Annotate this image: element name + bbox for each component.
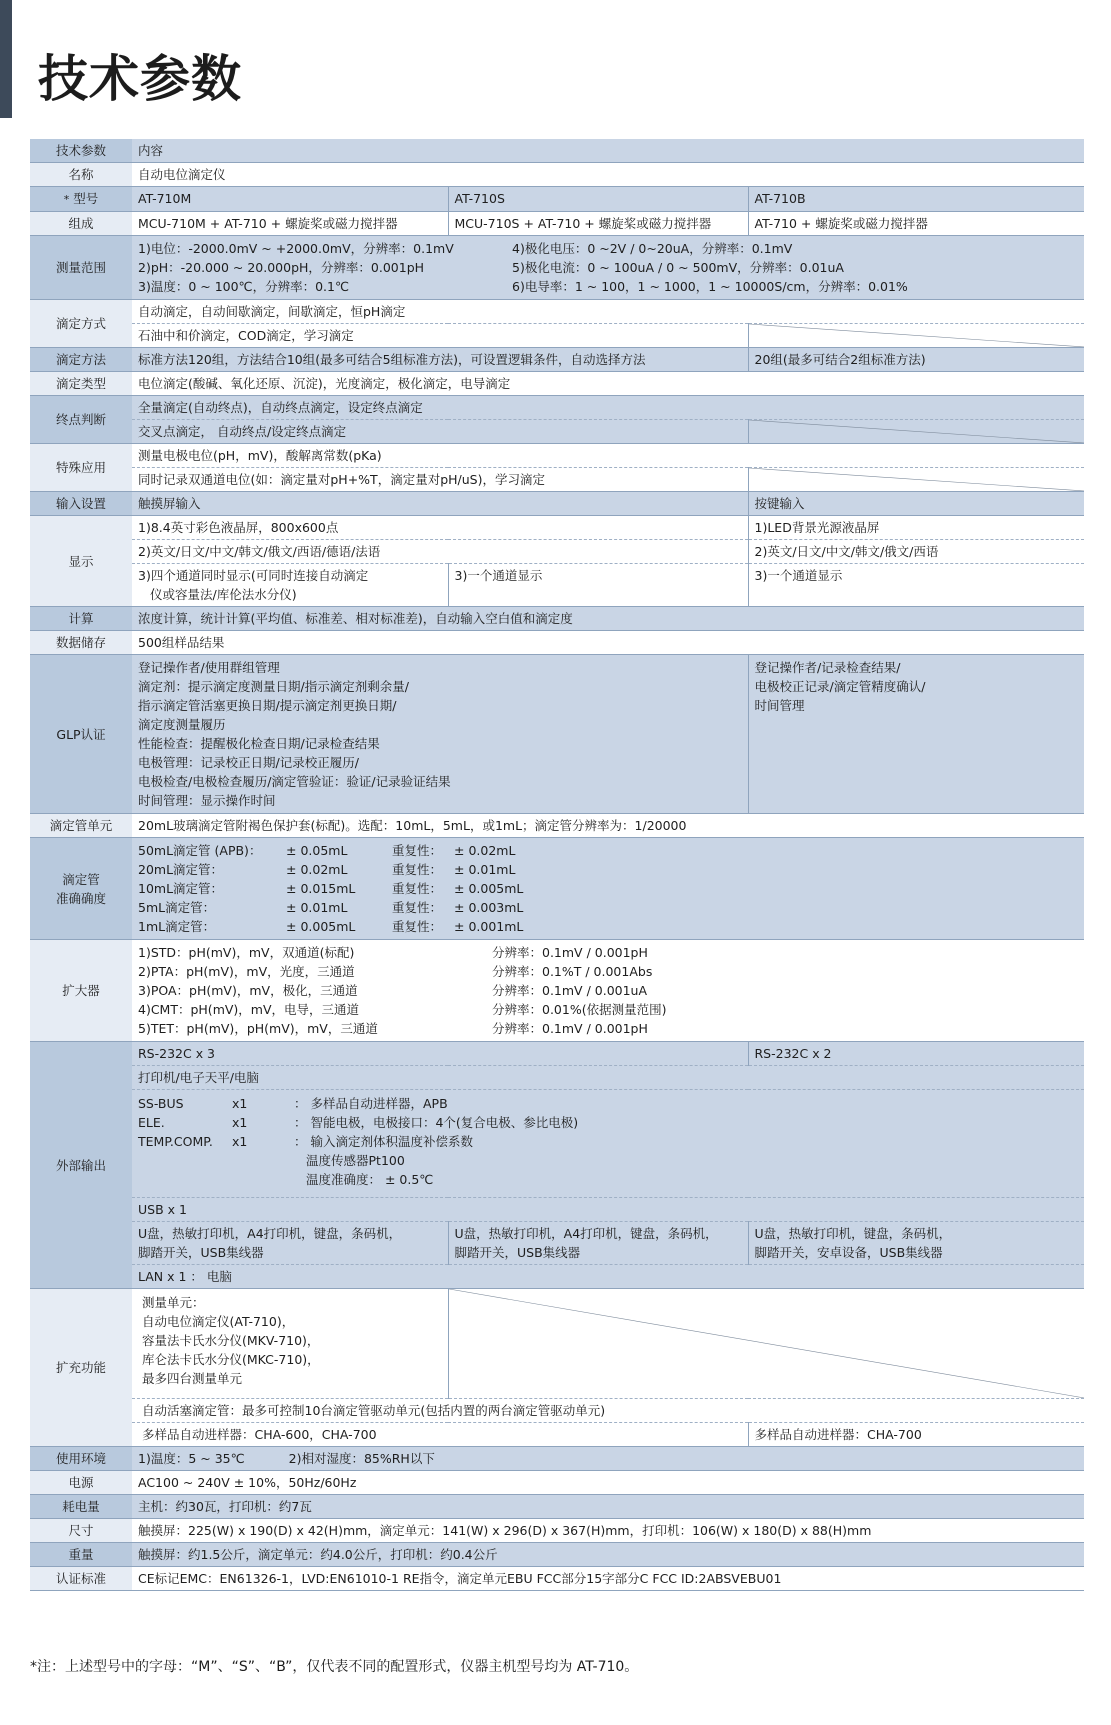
burette-accuracy-row bbox=[30, 838, 1084, 940]
burette-size: 50mL滴定管 (APB)： bbox=[138, 843, 262, 858]
glp-item: 性能检查：提醒极化检查日期/记录检查结果 bbox=[138, 736, 380, 751]
amplifier-label: 扩大器 bbox=[30, 940, 132, 1042]
burette-rep: ± 0.001mL bbox=[454, 919, 524, 934]
amplifier-res: 分辨率：0.01%(依据测量范围) bbox=[492, 1002, 667, 1017]
display-r3-b: 3)一个通道显示 bbox=[748, 564, 1084, 607]
header-row bbox=[30, 139, 1084, 163]
titration-method-row bbox=[30, 348, 1084, 372]
amplifier-content bbox=[132, 940, 1084, 1042]
titration-type-row bbox=[30, 372, 1084, 396]
amplifier-row bbox=[30, 940, 1084, 1042]
titration-type-value: 电位滴定(酸碱、氧化还原、沉淀)，光度滴定，极化滴定，电导滴定 bbox=[132, 372, 1084, 396]
burette-rep: ± 0.02mL bbox=[454, 843, 516, 858]
page-title: 技术参数 bbox=[38, 50, 242, 108]
burette-rep: ± 0.003mL bbox=[454, 900, 524, 915]
titration-mode-line2: 石油中和价滴定，COD滴定，学习滴定 bbox=[132, 324, 748, 348]
burette-size: 5mL滴定管： bbox=[138, 900, 216, 915]
burette-unit-label: 滴定管单元 bbox=[30, 814, 132, 838]
display-r1-ms: 1)8.4英寸彩色液晶屏，800x600点 bbox=[132, 516, 748, 540]
burette-accuracy-label bbox=[30, 838, 132, 940]
input-label: 输入设置 bbox=[30, 492, 132, 516]
burette-accuracy: ± 0.05mL bbox=[286, 843, 348, 858]
external-usb-s bbox=[448, 1222, 748, 1265]
external-row-rs bbox=[30, 1042, 1084, 1066]
special-row-2 bbox=[30, 468, 1084, 492]
port-desc: ： 多样品自动进样器，APB bbox=[294, 1096, 448, 1111]
display-r2-ms: 2)英文/日文/中文/韩文/俄文/西语/德语/法语 bbox=[132, 540, 748, 564]
special-label: 特殊应用 bbox=[30, 444, 132, 492]
burette-rep-label: 重复性： bbox=[392, 881, 443, 896]
port-qty: x1 bbox=[232, 1115, 248, 1130]
display-r3-s: 3)一个通道显示 bbox=[448, 564, 748, 607]
dimensions-row bbox=[30, 1519, 1084, 1543]
display-r3-m-line1: 3)四个通道同时显示(可同时连接自动滴定 bbox=[138, 568, 369, 583]
title-accent-bar bbox=[0, 0, 12, 118]
port-desc: 温度传感器Pt100 bbox=[306, 1153, 405, 1168]
display-r3-m bbox=[132, 564, 448, 607]
special-row bbox=[30, 444, 1084, 468]
amplifier-res: 分辨率：0.1%T / 0.001Abs bbox=[492, 964, 653, 979]
display-label: 显示 bbox=[30, 516, 132, 607]
external-usb-b bbox=[748, 1222, 1084, 1265]
glp-item: 登记操作者/使用群组管理 bbox=[138, 660, 280, 675]
glp-item: 电极检查/电极检查履历/滴定管验证：验证/记录验证结果 bbox=[138, 774, 451, 789]
certification-label: 认证标准 bbox=[30, 1567, 132, 1591]
endpoint-row-2 bbox=[30, 420, 1084, 444]
range-content bbox=[132, 236, 1084, 300]
model-s: AT-710S bbox=[448, 187, 748, 212]
titration-method-ms: 标准方法120组，方法结合10组(最多可结合5组标准方法)，可设置逻辑条件，自动选择方法 bbox=[132, 348, 748, 372]
glp-item: 电极校正记录/滴定管精度确认/ bbox=[754, 679, 926, 694]
burette-size: 1mL滴定管： bbox=[138, 919, 216, 934]
burette-accuracy: ± 0.005mL bbox=[286, 919, 356, 934]
glp-item: 时间管理：显示操作时间 bbox=[138, 793, 276, 808]
environment-humidity: 2)相对湿度：85%RH以下 bbox=[288, 1451, 435, 1466]
amplifier-name: 4)CMT：pH(mV)，mV，电导，三通道 bbox=[138, 1002, 360, 1017]
input-b: 按键输入 bbox=[748, 492, 1084, 516]
burette-accuracy-label-2: 准确确度 bbox=[55, 890, 106, 906]
port-name: TEMP.COMP. bbox=[138, 1134, 213, 1149]
usb-device-line: 脚踏开关，USB集线器 bbox=[138, 1245, 264, 1260]
port-name: ELE. bbox=[138, 1115, 165, 1130]
burette-rep: ± 0.005mL bbox=[454, 881, 524, 896]
spec-table bbox=[30, 139, 1084, 1591]
model-m: AT-710M bbox=[132, 187, 448, 212]
not-applicable-cell bbox=[748, 324, 1084, 348]
port-qty: x1 bbox=[232, 1134, 248, 1149]
glp-item: 滴定度测量履历 bbox=[138, 717, 226, 732]
expansion-label: 扩充功能 bbox=[30, 1289, 132, 1447]
storage-label: 数据储存 bbox=[30, 631, 132, 655]
display-row-2 bbox=[30, 540, 1084, 564]
not-applicable-cell bbox=[448, 1289, 1084, 1399]
burette-size: 10mL滴定管： bbox=[138, 881, 224, 896]
titration-method-b: 20组(最多可结合2组标准方法) bbox=[748, 348, 1084, 372]
glp-item: 电极管理：记录校正日期/记录校正履历/ bbox=[138, 755, 359, 770]
external-usb: USB x 1 bbox=[132, 1198, 1084, 1222]
endpoint-line2: 交叉点滴定， 自动终点/设定终点滴定 bbox=[132, 420, 748, 444]
composition-row bbox=[30, 212, 1084, 236]
expansion-sampler-b: 多样品自动进样器：CHA-700 bbox=[748, 1423, 1084, 1447]
certification-value: CE标记EMC：EN61326-1，LVD:EN61010-1 RE指令，滴定单元EBU FCC部分15字部分C FCC ID:2ABSVEBU01 bbox=[132, 1567, 1084, 1591]
usb-device-line: U盘，热敏打印机，A4打印机，键盘，条码机， bbox=[138, 1226, 402, 1241]
amplifier-name: 2)PTA：pH(mV)，mV，光度，三通道 bbox=[138, 964, 355, 979]
external-label: 外部输出 bbox=[30, 1042, 132, 1289]
power-value: AC100 ~ 240V ± 10%，50Hz/60Hz bbox=[132, 1471, 1084, 1495]
glp-item: 登记操作者/记录检查结果/ bbox=[754, 660, 901, 675]
burette-rep-label: 重复性： bbox=[392, 843, 443, 858]
range-label: 测量范围 bbox=[30, 236, 132, 300]
composition-m: MCU-710M + AT-710 + 螺旋桨或磁力搅拌器 bbox=[132, 212, 448, 236]
consumption-row bbox=[30, 1495, 1084, 1519]
burette-rep-label: 重复性： bbox=[392, 900, 443, 915]
weight-row bbox=[30, 1543, 1084, 1567]
header-col2: 内容 bbox=[132, 139, 1084, 163]
model-star: * bbox=[63, 193, 70, 206]
not-applicable-cell bbox=[748, 420, 1084, 444]
expansion-row-piston bbox=[30, 1399, 1084, 1423]
titration-mode-line1: 自动滴定，自动间歇滴定，间歇滴定，恒pH滴定 bbox=[132, 300, 1084, 324]
not-applicable-cell bbox=[748, 468, 1084, 492]
expansion-unit-line: 测量单元： bbox=[142, 1295, 205, 1310]
titration-type-label: 滴定类型 bbox=[30, 372, 132, 396]
display-r3-m-line2: 仪或容量法/库伦法水分仪) bbox=[150, 587, 297, 602]
glp-b bbox=[748, 655, 1084, 814]
model-row bbox=[30, 187, 1084, 212]
input-ms: 触摸屏输入 bbox=[132, 492, 748, 516]
port-desc: 温度准确度： ± 0.5℃ bbox=[306, 1172, 434, 1187]
consumption-label: 耗电量 bbox=[30, 1495, 132, 1519]
expansion-sampler-ms: 多样品自动进样器：CHA-600，CHA-700 bbox=[132, 1423, 748, 1447]
range-item: 2)pH：-20.000 ~ 20.000pH，分辨率：0.001pH bbox=[138, 260, 425, 275]
endpoint-row bbox=[30, 396, 1084, 420]
range-item: 3)温度：0 ~ 100℃，分辨率：0.1℃ bbox=[138, 279, 350, 294]
external-row-printer bbox=[30, 1066, 1084, 1090]
amplifier-res: 分辨率：0.1mV / 0.001uA bbox=[492, 983, 648, 998]
burette-unit-row bbox=[30, 814, 1084, 838]
special-line1: 测量电极电位(pH，mV)，酸解离常数(pKa) bbox=[132, 444, 1084, 468]
external-lan: LAN x 1 ： 电脑 bbox=[132, 1265, 1084, 1289]
burette-accuracy-content bbox=[132, 838, 1084, 940]
storage-value: 500组样品结果 bbox=[132, 631, 1084, 655]
titration-method-label: 滴定方法 bbox=[30, 348, 132, 372]
environment-label: 使用环境 bbox=[30, 1447, 132, 1471]
expansion-unit-line: 库仑法卡氏水分仪(MKC-710)， bbox=[142, 1352, 320, 1367]
display-row-3 bbox=[30, 564, 1084, 607]
model-label: 型号 bbox=[73, 191, 99, 206]
display-row-1 bbox=[30, 516, 1084, 540]
expansion-unit-line: 自动电位滴定仪(AT-710)， bbox=[142, 1314, 295, 1329]
burette-size: 20mL滴定管： bbox=[138, 862, 224, 877]
amplifier-res: 分辨率：0.1mV / 0.001pH bbox=[492, 945, 648, 960]
range-row bbox=[30, 236, 1084, 300]
usb-device-line: U盘，热敏打印机，A4打印机，键盘，条码机， bbox=[454, 1226, 718, 1241]
power-label: 电源 bbox=[30, 1471, 132, 1495]
power-row bbox=[30, 1471, 1084, 1495]
burette-rep: ± 0.01mL bbox=[454, 862, 516, 877]
composition-b: AT-710 + 螺旋桨或磁力搅拌器 bbox=[748, 212, 1084, 236]
dimensions-label: 尺寸 bbox=[30, 1519, 132, 1543]
port-desc: ： 输入滴定剂体积温度补偿系数 bbox=[294, 1134, 473, 1149]
burette-accuracy: ± 0.02mL bbox=[286, 862, 348, 877]
port-qty: x1 bbox=[232, 1096, 248, 1111]
burette-rep-label: 重复性： bbox=[392, 919, 443, 934]
consumption-value: 主机：约30瓦，打印机：约7瓦 bbox=[132, 1495, 1084, 1519]
amplifier-name: 3)POA：pH(mV)，mV，极化，三通道 bbox=[138, 983, 358, 998]
burette-rep-label: 重复性： bbox=[392, 862, 443, 877]
amplifier-name: 5)TET：pH(mV)，pH(mV)，mV，三通道 bbox=[138, 1021, 378, 1036]
input-row bbox=[30, 492, 1084, 516]
titration-mode-row-2 bbox=[30, 324, 1084, 348]
burette-accuracy: ± 0.01mL bbox=[286, 900, 348, 915]
port-name: SS-BUS bbox=[138, 1096, 184, 1111]
external-ports bbox=[132, 1090, 1084, 1198]
external-row-usb-devices bbox=[30, 1222, 1084, 1265]
model-b: AT-710B bbox=[748, 187, 1084, 212]
composition-s: MCU-710S + AT-710 + 螺旋桨或磁力搅拌器 bbox=[448, 212, 748, 236]
glp-ms bbox=[132, 655, 748, 814]
glp-item: 指示滴定管活塞更换日期/提示滴定剂更换日期/ bbox=[138, 698, 397, 713]
usb-device-line: U盘，热敏打印机，键盘，条码机， bbox=[754, 1226, 952, 1241]
display-r2-b: 2)英文/日文/中文/韩文/俄文/西语 bbox=[748, 540, 1084, 564]
glp-row bbox=[30, 655, 1084, 814]
name-row bbox=[30, 163, 1084, 187]
storage-row bbox=[30, 631, 1084, 655]
external-printer: 打印机/电子天平/电脑 bbox=[132, 1066, 1084, 1090]
special-line2: 同时记录双通道电位(如：滴定量对pH+%T，滴定量对pH/uS)，学习滴定 bbox=[132, 468, 748, 492]
environment-value bbox=[132, 1447, 1084, 1471]
titration-mode-row bbox=[30, 300, 1084, 324]
range-item: 4)极化电压：0 ~2V / 0~20uA，分辨率：0.1mV bbox=[512, 241, 793, 256]
glp-item: 滴定剂：提示滴定度测量日期/指示滴定剂剩余量/ bbox=[138, 679, 409, 694]
burette-accuracy-label-1: 滴定管 bbox=[62, 871, 100, 887]
header-col1: 技术参数 bbox=[30, 139, 132, 163]
calc-row bbox=[30, 607, 1084, 631]
dimensions-value: 触摸屏：225(W) x 190(D) x 42(H)mm，滴定单元：141(W) x 296(D) x 367(H)mm，打印机：106(W) x 180(D) x 88(H)mm bbox=[132, 1519, 1084, 1543]
burette-accuracy: ± 0.015mL bbox=[286, 881, 356, 896]
range-item: 5)极化电流：0 ~ 100uA / 0 ~ 500mV，分辨率：0.01uA bbox=[512, 260, 844, 275]
usb-device-line: 脚踏开关，USB集线器 bbox=[454, 1245, 581, 1260]
titration-mode-label: 滴定方式 bbox=[30, 300, 132, 348]
certification-row bbox=[30, 1567, 1084, 1591]
expansion-unit-line: 最多四台测量单元 bbox=[142, 1371, 243, 1386]
external-rs-ms: RS-232C x 3 bbox=[132, 1042, 748, 1066]
range-item: 6)电导率：1 ~ 100，1 ~ 1000，1 ~ 10000S/cm，分辨率：0.01% bbox=[512, 279, 908, 294]
display-r1-b: 1)LED背景光源液晶屏 bbox=[748, 516, 1084, 540]
expansion-unit-line: 容量法卡氏水分仪(MKV-710)， bbox=[142, 1333, 320, 1348]
name-label: 名称 bbox=[30, 163, 132, 187]
expansion-row-sampler bbox=[30, 1423, 1084, 1447]
weight-label: 重量 bbox=[30, 1543, 132, 1567]
external-row-lan bbox=[30, 1265, 1084, 1289]
expansion-piston: 自动活塞滴定管：最多可控制10台滴定管驱动单元(包括内置的两台滴定管驱动单元) bbox=[132, 1399, 1084, 1423]
range-item: 1)电位：-2000.0mV ~ +2000.0mV，分辨率：0.1mV bbox=[138, 241, 454, 256]
expansion-row-units bbox=[30, 1289, 1084, 1399]
calc-value: 浓度计算，统计计算(平均值、标准差、相对标准差)，自动输入空白值和滴定度 bbox=[132, 607, 1084, 631]
endpoint-line1: 全量滴定(自动终点)，自动终点滴定，设定终点滴定 bbox=[132, 396, 1084, 420]
port-desc: ： 智能电极，电极接口：4个(复合电极、参比电极) bbox=[294, 1115, 579, 1130]
usb-device-line: 脚踏开关，安卓设备，USB集线器 bbox=[754, 1245, 943, 1260]
environment-temp: 1)温度：5 ~ 35℃ bbox=[138, 1451, 245, 1466]
expansion-units bbox=[132, 1289, 448, 1399]
composition-label: 组成 bbox=[30, 212, 132, 236]
external-row-usb bbox=[30, 1198, 1084, 1222]
external-rs-b: RS-232C x 2 bbox=[748, 1042, 1084, 1066]
glp-label: GLP认证 bbox=[30, 655, 132, 814]
weight-value: 触摸屏：约1.5公斤，滴定单元：约4.0公斤，打印机：约0.4公斤 bbox=[132, 1543, 1084, 1567]
calc-label: 计算 bbox=[30, 607, 132, 631]
amplifier-res: 分辨率：0.1mV / 0.001pH bbox=[492, 1021, 648, 1036]
external-usb-m bbox=[132, 1222, 448, 1265]
amplifier-name: 1)STD：pH(mV)，mV，双通道(标配) bbox=[138, 945, 355, 960]
burette-unit-value: 20mL玻璃滴定管附褐色保护套(标配)。选配：10mL，5mL，或1mL；滴定管分辨率为：1/20000 bbox=[132, 814, 1084, 838]
model-label-cell bbox=[30, 187, 132, 212]
footnote: *注：上述型号中的字母：“M”、“S”、“B”，仅代表不同的配置形式，仪器主机型号均为 AT-710。 bbox=[30, 1659, 639, 1675]
environment-row bbox=[30, 1447, 1084, 1471]
endpoint-label: 终点判断 bbox=[30, 396, 132, 444]
name-value: 自动电位滴定仪 bbox=[132, 163, 1084, 187]
glp-item: 时间管理 bbox=[754, 698, 805, 713]
external-row-ports bbox=[30, 1090, 1084, 1198]
